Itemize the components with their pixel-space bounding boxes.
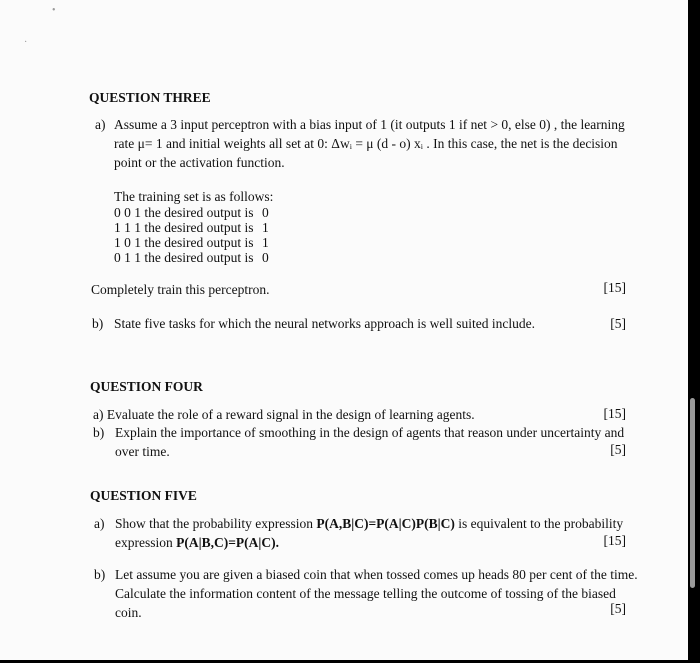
probability-expression-1: P(A,B|C)=P(A|C)P(B|C) <box>316 516 455 531</box>
q3-a-line-2: rate μ= 1 and initial weights all set at 0: Δwᵢ = μ (d - o) xᵢ . In this case, the net is the decision <box>114 136 618 151</box>
training-row <box>114 249 269 266</box>
q5-b-line-2: Calculate the information content of the message telling the outcome of tossing of the biased <box>115 586 616 601</box>
q3-b-label: b) <box>92 316 104 331</box>
stray-dot-mark: · <box>24 37 28 48</box>
training-inputs: 1 1 1 <box>114 220 141 235</box>
q5-a-line-2 <box>115 534 279 551</box>
q4-a-text: a) Evaluate the role of a reward signal in the design of learning agents. <box>93 407 475 422</box>
training-phrase: the desired output is <box>144 220 254 235</box>
training-inputs: 0 0 1 <box>114 205 141 220</box>
q3-b-marks: [5] <box>610 316 626 331</box>
training-phrase: the desired output is <box>144 205 254 220</box>
q3-a-line-1: Assume a 3 input perceptron with a bias input of 1 (it outputs 1 if net > 0, else 0) , the learning <box>114 117 625 132</box>
question-four-heading: QUESTION FOUR <box>90 379 203 394</box>
q5-b-line-1: Let assume you are given a biased coin that when tossed comes up heads 80 per cent of the time. <box>115 567 638 582</box>
train-perceptron-instruction: Completely train this perceptron. <box>91 282 270 297</box>
q4-a-marks: [15] <box>603 406 626 421</box>
training-output: 0 <box>262 205 269 220</box>
q4-b-line-2: over time. <box>115 444 170 459</box>
training-inputs: 0 1 1 <box>114 250 141 265</box>
training-output: 1 <box>262 220 269 235</box>
training-phrase: the desired output is <box>144 250 254 265</box>
q3-a-label: a) <box>95 117 106 132</box>
q5-a-marks: [15] <box>603 533 626 548</box>
probability-expression-2: P(A|B,C)=P(A|C). <box>176 535 279 550</box>
training-output: 0 <box>262 250 269 265</box>
q3-b-text: State five tasks for which the neural networks approach is well suited include. <box>114 316 536 331</box>
question-three-heading: QUESTION THREE <box>89 90 211 105</box>
training-output: 1 <box>262 235 269 250</box>
q5-b-marks: [5] <box>610 601 626 616</box>
q3-a-marks: [15] <box>603 280 626 295</box>
q5-a-line-1-pre: Show that the probability expression <box>115 516 313 531</box>
training-set-intro: The training set is as follows: <box>114 189 274 204</box>
scrollbar-thumb[interactable] <box>690 398 695 588</box>
q3-a-line-3: point or the activation function. <box>114 155 285 170</box>
training-inputs: 1 0 1 <box>114 235 141 250</box>
q5-b-label: b) <box>94 567 106 582</box>
q5-a-label: a) <box>94 516 105 531</box>
question-five-heading: QUESTION FIVE <box>90 488 197 503</box>
training-phrase: the desired output is <box>144 235 254 250</box>
stray-dot-mark: • <box>52 5 56 16</box>
q5-a-line-2-pre: expression <box>115 535 173 550</box>
q5-b-line-3: coin. <box>115 605 142 620</box>
q5-a-line-1 <box>115 515 623 532</box>
q5-a-line-1-post: is equivalent to the probability <box>458 516 624 531</box>
q4-b-marks: [5] <box>610 442 626 457</box>
q4-b-line-1: Explain the importance of smoothing in the design of agents that reason under uncertainty and <box>115 425 625 440</box>
q4-b-label: b) <box>93 425 105 440</box>
